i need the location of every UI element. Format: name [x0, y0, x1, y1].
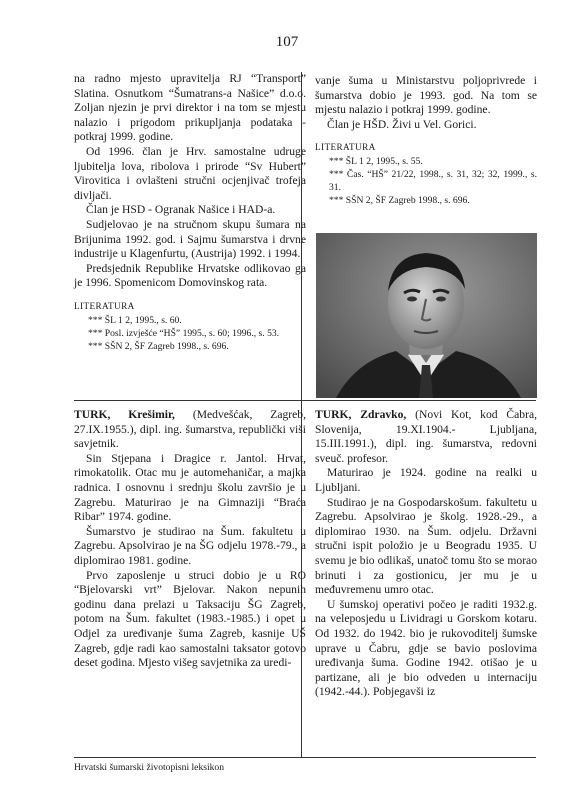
paragraph: Član je HSD - Ogranak Našice i HAD-a. — [86, 203, 276, 217]
paragraph: Šumarstvo je studirao na Šum. fakultetu u Zagrebu. Apsolvirao je na ŠG odjelu 1978.-79., a diplomirao 1981. godine. — [74, 524, 306, 567]
section-divider — [74, 400, 536, 401]
literature-item: *** Čas. “HŠ” 21/22, 1998., s. 31, 32; 32, 1999., s. 31. — [329, 168, 537, 193]
entry-heading: TURK, Zdravko, — [315, 408, 407, 421]
paragraph: U šumskoj operativi počeo je raditi 1932.g. na veleposjedu u Lividragi u Gorskom kotaru. Od 1932. do 1942. bio je rukovoditelj šumske uprave u Čabru, gdje se bavio poslovima uređivanja šuma. Godine 1942. otišao je u partizane, ali je bio odveden u internaciju (1942.-44.). Pobjegavši iz — [315, 597, 537, 699]
literature-item: *** ŠL 1 2, 1995., s. 55. — [329, 155, 423, 167]
entry-turk-zdravko — [315, 408, 537, 700]
paragraph: na radno mjesto upravitelja RJ “Transport” Slatina. Osnutkom “Šumatrans-a Našice” d.o.o. Zoljan njezin je prvi direktor i na tom se mjestu nalazio i prigodom prikupljanja podataka - potkraj 1999. godine. — [74, 72, 306, 144]
entry-heading-details: (Medvešćak, Zagreb, 27.IX.1955.), dipl. ing. šumarstva, republički viši savjetnik. — [74, 408, 306, 451]
literature-item: *** Posl. izvješće “HŠ” 1995., s. 60; 1996., s. 53. — [88, 327, 280, 339]
paragraph: Sudjelovao je na stručnom skupu šumara na Brijunima 1992. god. i Sajmu šumarstva i drvne industrije u Klagenfurtu, (Austrija) 1992. i 1994. — [74, 217, 306, 261]
entry-heading-details: (Novi Kot, kod Čabra, Slovenija, 19.XI.1904.- Ljubljana, 15.III.1991.), dipl. ing. šumarstva, redovni sveuč. profesor. — [315, 408, 538, 465]
entry-turk-kresimir — [74, 408, 306, 671]
left-top-column — [74, 72, 306, 353]
paragraph: vanje šuma u Ministarstvu poljoprivrede i šumarstva dobio je 1993. god. Na tom se mjestu nalazio i potkraj 1999. godine. — [315, 74, 537, 117]
footer-text: Hrvatski šumarski životopisni leksikon — [74, 762, 225, 773]
right-top-column — [315, 74, 537, 207]
footer-rule — [74, 757, 536, 758]
paragraph: Član je HŠD. Živi u Vel. Gorici. — [327, 117, 477, 131]
page-number: 107 — [275, 34, 299, 50]
portrait-photo — [316, 233, 537, 398]
literature-item: *** ŠL 1 2, 1995., s. 60. — [88, 314, 182, 326]
literature-heading: LITERATURA — [315, 142, 376, 153]
entry-heading: TURK, Krešimir, — [74, 408, 175, 421]
paragraph: Prvo zaposlenje u struci dobio je u RO “Bjelovarski vrt” Bjelovar. Nakon nepunih godinu dana prelazi u Taksaciju ŠG Zagreb, potom na Šum. fakultet (1983.-1985.) i opet u Odjel za uređivanje šuma Zagreb, kasnije UŠ Zagreb, gdje radi kao samostalni taksator gotovo deset godina. Mjesto višeg savjetnika za uredi- — [74, 568, 306, 670]
paragraph: Od 1996. član je Hrv. samostalne udruge ljubitelja lova, ribolova i prirode “Sv Hubert” Virovitica i ovlašteni stručni ocjenjivač trofeja divljači. — [74, 144, 306, 202]
literature-item: *** SŠN 2, ŠF Zagreb 1998., s. 696. — [88, 340, 229, 352]
paragraph: Predsjednik Republike Hrvatske odlikovao ga je 1996. Spomenicom Domovinskog rata. — [74, 261, 306, 290]
paragraph: Maturirao je 1924. godine na realki u Ljubljani. — [315, 466, 537, 494]
paragraph: Studirao je na Gospodarskošum. fakultetu u Zagrebu. Apsolvirao je školg. 1928.-29., a diplomirao 1930. na Šum. odjelu. Državni stručni ispit položio je u Beogradu 1935. U svemu je bio odlikaš, unatoč tomu što se morao brinuti i za gostionicu, jer mu je u međuvremenu umro otac. — [315, 495, 537, 597]
literature-item: *** SŠN 2, ŠF Zagreb 1998., s. 696. — [329, 194, 470, 206]
literature-heading: LITERATURA — [74, 300, 135, 311]
paragraph: Sin Stjepana i Dragice r. Jantol. Hrvat, rimokatolik. Otac mu je automehaničar, a majka radnica. I osnovnu i srednju školu završio je u Zagrebu. Maturirao je na Gimnaziji “Braća Ribar” 1974. godine. — [74, 451, 306, 524]
